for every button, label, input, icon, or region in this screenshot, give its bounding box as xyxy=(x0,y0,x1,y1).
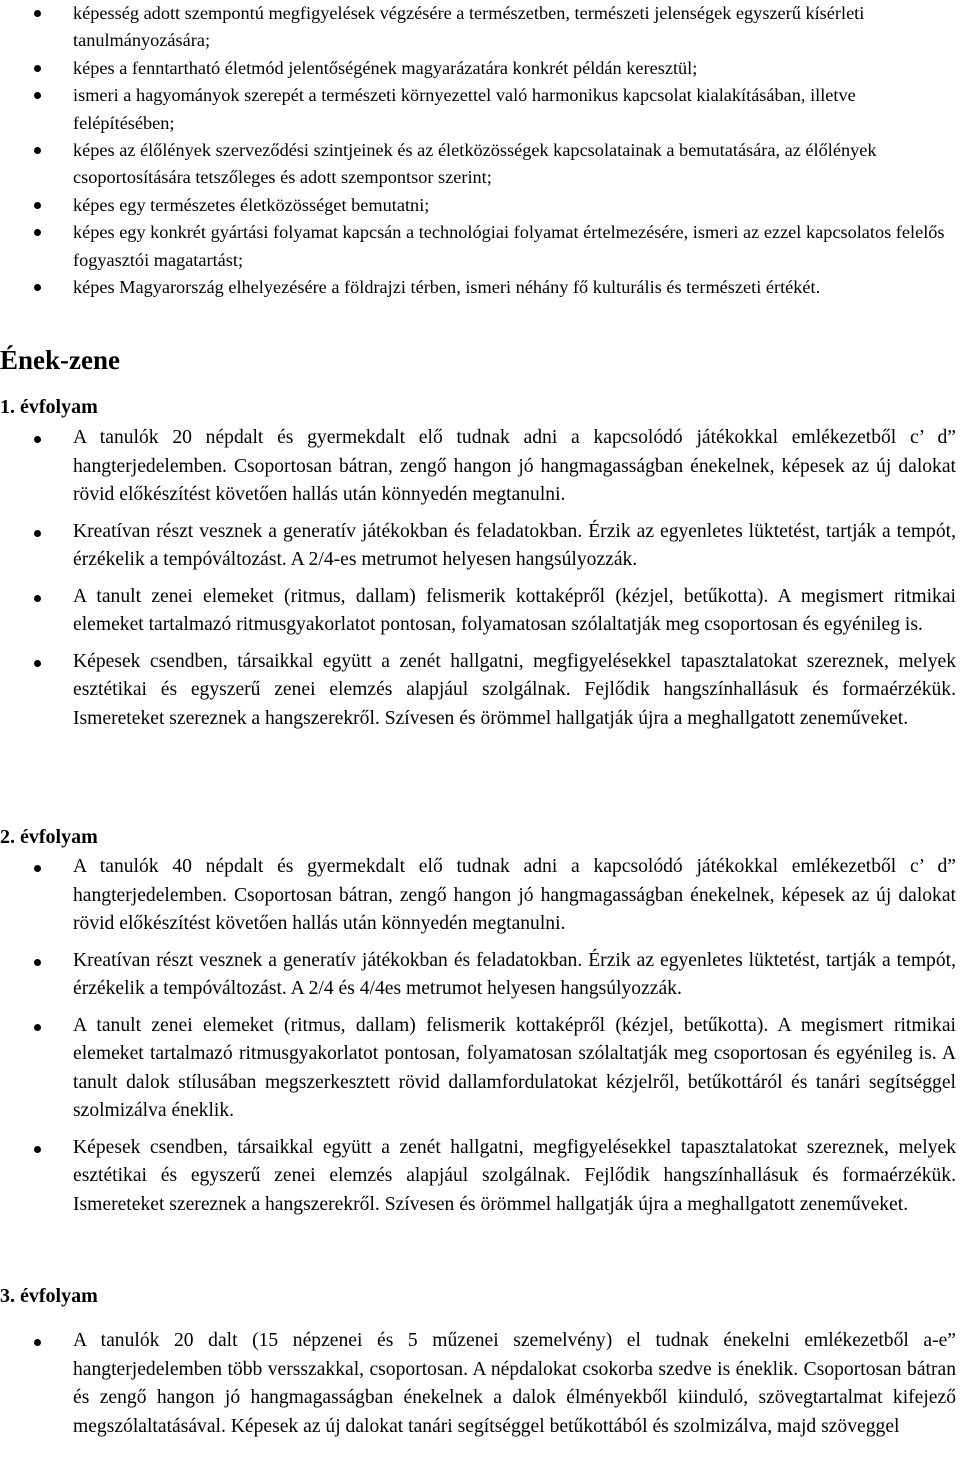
list-item xyxy=(0,648,960,734)
list-item xyxy=(0,947,960,1004)
bullet-icon xyxy=(34,10,41,17)
list-item xyxy=(0,192,960,219)
list-item-text: A tanult zenei elemeket (ritmus, dallam) felismerik kottaképről (kézjel, betűkotta). A megismert ritmikai elemeket tartalmazó ritmusgyakorlatot pontosan, folyamatosan szólaltatják meg csoportosan és egyénileg is. A tanult dalok stílusában megszerkesztett rövid dallamfordulatokat kézjelről, betűkottáról és tanári segítséggel szolmizálva éneklik. xyxy=(73,1014,956,1121)
bullet-icon xyxy=(34,284,41,291)
bullet-icon xyxy=(34,1146,41,1153)
bullet-icon xyxy=(34,1024,41,1031)
bullet-icon xyxy=(34,65,41,72)
bullet-icon xyxy=(34,1339,41,1346)
list-item-text: képes az élőlények szerveződési szintjeinek és az életközösségek kapcsolatainak a bemutatására, az élőlények csoportosítására tetszőleges és adott szempontsor szerint; xyxy=(73,140,877,188)
list-item-text: A tanulók 20 dalt (15 népzenei és 5 műzenei szemelvény) el tudnak énekelni emlékezetből a-e” hangterjedelemben több versszakkal, csoportosan. A népdalokat csokorba szedve is éneklik. Csoportosan bátran és zengő hangon jó hangmagasságban énekelnek a dalok élményekből kiinduló, szövegtartalmat kifejező megszólaltatásával. Képesek az új dalokat tanári segítséggel betűkottából és szolmizálva, majd szöveggel xyxy=(73,1330,956,1437)
bullet-icon xyxy=(34,436,41,443)
bullet-icon xyxy=(34,595,41,602)
list-item-text: A tanulók 40 népdalt és gyermekdalt elő tudnak adni a kapcsolódó játékokkal emlékezetből c’ d” hangterjedelemben. Csoportosan bátran, zengő hangon jó hangmagasságban énekelnek, képesek az új dalokat rövid előkészítést követően hallás után könnyedén megtanulni. xyxy=(73,856,956,934)
list-item xyxy=(0,82,960,137)
bullet-icon xyxy=(34,202,41,209)
year-heading-3: 3. évfolyam xyxy=(0,1285,98,1307)
year-heading-2: 2. évfolyam xyxy=(0,826,98,848)
list-item xyxy=(0,0,960,55)
year-1-outcomes xyxy=(0,424,960,733)
year-3-outcomes xyxy=(0,1327,960,1441)
year-heading-1: 1. évfolyam xyxy=(0,396,98,418)
list-item xyxy=(0,583,960,640)
year-2-outcomes xyxy=(0,853,960,1219)
list-item-text: ismeri a hagyományok szerepét a természeti környezettel való harmonikus kapcsolat kialakításában, illetve felépítésében; xyxy=(73,85,856,133)
list-item-text: A tanulók 20 népdalt és gyermekdalt elő tudnak adni a kapcsolódó játékokkal emlékezetből c’ d” hangterjedelemben. Csoportosan bátran, zengő hangon jó hangmagasságban énekelnek, képesek az új dalokat rövid előkészítést követően hallás után könnyedén megtanulni. xyxy=(73,427,956,505)
list-item-text: képes a fenntartható életmód jelentőségének magyarázatára konkrét példán keresztül; xyxy=(73,57,698,78)
bullet-icon xyxy=(34,959,41,966)
competency-list xyxy=(0,0,960,301)
list-item-text: képesség adott szempontú megfigyelések végzésére a természetben, természeti jelenségek egyszerű kísérleti tanulmányozására; xyxy=(73,3,865,51)
list-item xyxy=(0,55,960,82)
list-item xyxy=(0,424,960,510)
list-item-text: képes egy konkrét gyártási folyamat kapcsán a technológiai folyamat értelmezésére, ismeri az ezzel kapcsolatos felelős fogyasztói magatartást; xyxy=(73,222,945,270)
list-item-text: képes egy természetes életközösséget bemutatni; xyxy=(73,194,430,215)
list-item-text: Képesek csendben, társaikkal együtt a zenét hallgatni, megfigyelésekkel tapasztalatokat szereznek, melyek esztétikai és egyszerű zenei elemzés alapjául szolgálnak. Fejlődik hangszínhallásuk és formaérzékük. Ismereteket szereznek a hangszerekről. Szívesen és örömmel hallgatják újra a meghallgatott zeneműveket. xyxy=(73,1136,956,1215)
list-item xyxy=(0,219,960,274)
bullet-icon xyxy=(34,660,41,667)
bullet-icon xyxy=(34,865,41,872)
list-item-text: Kreatívan részt vesznek a generatív játékokban és feladatokban. Érzik az egyenletes lüktetést, tartják a tempót, érzékelik a tempóváltozást. A 2/4 és 4/4es metrumot helyesen hangsúlyozzák. xyxy=(73,949,956,999)
list-item xyxy=(0,853,960,939)
bullet-icon xyxy=(34,229,41,236)
list-item-text: képes Magyarország elhelyezésére a földrajzi térben, ismeri néhány fő kulturális és természeti értékét. xyxy=(73,277,821,298)
list-item xyxy=(0,1134,960,1220)
bullet-icon xyxy=(34,92,41,99)
list-item xyxy=(0,137,960,192)
list-item xyxy=(0,518,960,575)
list-item xyxy=(0,1012,960,1126)
bullet-icon xyxy=(34,147,41,154)
list-item xyxy=(0,1327,960,1441)
list-item-text: Kreatívan részt vesznek a generatív játékokban és feladatokban. Érzik az egyenletes lüktetést, tartják a tempót, érzékelik a tempóváltozást. A 2/4-es metrumot helyesen hangsúlyozzák. xyxy=(73,520,956,570)
bullet-icon xyxy=(34,530,41,537)
list-item-text: A tanult zenei elemeket (ritmus, dallam) felismerik kottaképről (kézjel, betűkotta). A megismert ritmikai elemeket tartalmazó ritmusgyakorlatot pontosan, folyamatosan szólaltatják meg csoportosan és egyénileg is. xyxy=(73,585,956,635)
list-item-text: Képesek csendben, társaikkal együtt a zenét hallgatni, megfigyelésekkel tapasztalatokat szereznek, melyek esztétikai és egyszerű zenei elemzés alapjául szolgálnak. Fejlődik hangszínhallásuk és formaérzékük. Ismereteket szereznek a hangszerekről. Szívesen és örömmel hallgatják újra a meghallgatott zeneműveket. xyxy=(73,650,956,729)
section-title: Ének-zene xyxy=(0,345,120,375)
list-item xyxy=(0,274,960,301)
